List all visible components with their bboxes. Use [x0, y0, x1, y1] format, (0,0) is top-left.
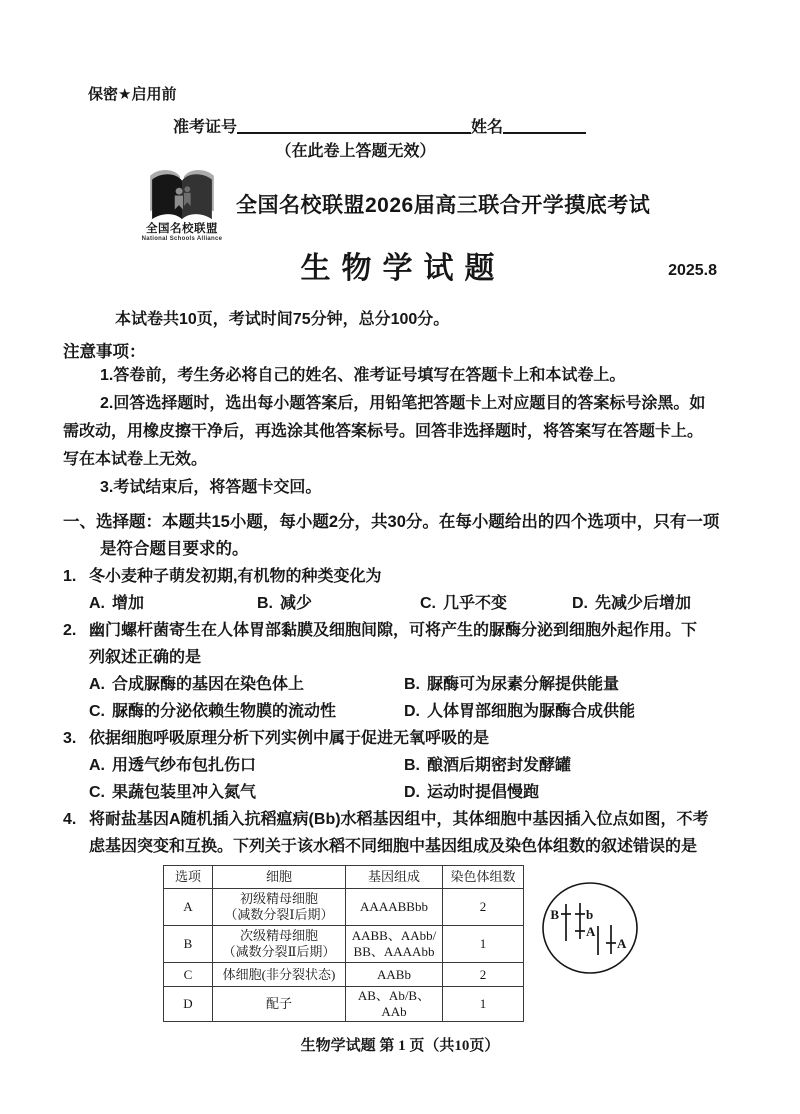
col-header-genes: 基因组成 — [346, 866, 443, 889]
header — [138, 169, 743, 245]
option-1-c: C. 几乎不变 — [420, 595, 508, 612]
candidate-info-row — [173, 117, 743, 139]
section-1-heading-line-1: 一、选择题：本题共15小题，每小题2分，共30分。在每小题给出的四个选项中，只有一项 — [63, 513, 720, 531]
cell-diagram — [541, 881, 641, 977]
option-3-c: C. 果蔬包装里冲入氮气 — [89, 784, 257, 801]
page-footer: 生物学试题 第 1 页（共10页） — [300, 1038, 500, 1054]
page-title: 生物学试题 — [300, 252, 506, 285]
question-4-visual — [63, 865, 743, 1017]
notice-item-2-line-1: 2.回答选择题时，选出每小题答案后，用铅笔把答题卡上对应题目的答案标号涂黑。如 — [100, 395, 706, 412]
option-2-d: D. 人体胃部细胞为脲酶合成供能 — [404, 703, 636, 720]
question-2-number: 2. — [63, 622, 77, 639]
invalid-answer-note: （在此卷上答题无效） — [275, 143, 436, 160]
alliance-logo — [138, 169, 226, 243]
gene-label-b: b — [586, 907, 594, 922]
exam-intro: 本试卷共10页，考试时间75分钟，总分100分。 — [115, 311, 450, 328]
gene-label-A1: A — [586, 924, 596, 939]
question-1 — [63, 563, 743, 590]
question-1-number: 1. — [63, 568, 77, 585]
option-1-b: B. 减少 — [257, 595, 313, 612]
option-3-a: A. 用透气纱布包扎伤口 — [89, 757, 257, 774]
exam-date: 2025.8 — [668, 262, 717, 279]
alliance-name-en: National Schools Alliance — [141, 236, 223, 242]
question-3-options — [63, 752, 743, 806]
question-2-stem-line-1: 幽门螺杆菌寄生在人体胃部黏膜及细胞间隙，可将产生的脲酶分泌到细胞外起作用。下 — [89, 622, 698, 639]
exam-league-title: 全国名校联盟2026届高三联合开学摸底考试 — [236, 194, 651, 217]
notice-item-2-line-2: 需改动，用橡皮擦干净后，再选涂其他答案标号。回答非选择题时，将答案写在答题卡上。 — [63, 423, 704, 440]
question-4-number: 4. — [63, 811, 77, 828]
option-2-b: B. 脲酶可为尿素分解提供能量 — [404, 676, 620, 693]
q4-data-table — [163, 865, 524, 1022]
admission-number-blank — [237, 117, 471, 134]
option-3-d: D. 运动时提倡慢跑 — [404, 784, 540, 801]
question-2-stem-line-2: 列叙述正确的是 — [89, 649, 202, 666]
question-4-stem-line-2: 虑基因突变和互换。下列关于该水稻不同细胞中基因组成及染色体组数的叙述错误的是 — [89, 838, 698, 855]
question-2-options — [63, 671, 743, 725]
notice-item-1: 1.答卷前，考生务必将自己的姓名、准考证号填写在答题卡上和本试卷上。 — [100, 367, 626, 384]
table-header-row — [164, 866, 524, 889]
option-2-c: C. 脲酶的分泌依赖生物膜的流动性 — [89, 703, 337, 720]
notice-item-2-line-3: 写在本试卷上无效。 — [63, 451, 208, 468]
col-header-chromosome-sets: 染色体组数 — [443, 866, 524, 889]
option-1-d: D. 先减少后增加 — [572, 595, 692, 612]
option-3-b: B. 酿酒后期密封发酵罐 — [404, 757, 572, 774]
question-4 — [63, 806, 743, 860]
gene-label-B: B — [550, 907, 559, 922]
table-row-b: B 次级精母细胞 （减数分裂Ⅱ后期） AABB、AAbb/ BB、AAAAbb 1 — [164, 926, 524, 963]
section-1-heading — [63, 509, 743, 563]
option-2-a: A. 合成脲酶的基因在染色体上 — [89, 676, 305, 693]
table-row-d: D 配子 AB、Ab/B、AAb 1 — [164, 987, 524, 1022]
question-3 — [63, 725, 743, 752]
notice-title: 注意事项： — [63, 343, 146, 361]
question-3-number: 3. — [63, 730, 77, 747]
question-1-stem: 冬小麦种子萌发初期,有机物的种类变化为 — [89, 568, 382, 585]
question-1-options — [63, 590, 743, 617]
question-2 — [63, 617, 743, 671]
col-header-cell: 细胞 — [213, 866, 346, 889]
question-3-stem: 依据细胞呼吸原理分析下列实例中属于促进无氧呼吸的是 — [89, 730, 490, 747]
name-blank — [503, 117, 586, 134]
notice-item-3: 3.考试结束后，将答题卡交回。 — [100, 479, 322, 496]
title-row — [63, 249, 743, 291]
question-4-stem-line-1: 将耐盐基因A随机插入抗稻瘟病(Bb)水稻基因组中，其体细胞中基因插入位点如图，不考 — [89, 811, 709, 828]
gene-label-A2: A — [617, 936, 627, 951]
option-1-a: A. 增加 — [89, 595, 145, 612]
alliance-name-cn: 全国名校联盟 — [146, 223, 218, 235]
secrecy-label: 保密★启用前 — [88, 86, 177, 103]
table-row-a: A 初级精母细胞 （减数分裂Ⅰ后期） AAAABBbb 2 — [164, 889, 524, 926]
table-row-c: C 体细胞(非分裂状态) AABb 2 — [164, 963, 524, 987]
open-book-icon — [139, 169, 225, 223]
admission-number-label: 准考证号 — [173, 119, 238, 136]
name-label: 姓名 — [471, 119, 504, 136]
section-1-heading-line-2: 是符合题目要求的。 — [100, 540, 249, 558]
col-header-option: 选项 — [164, 866, 213, 889]
